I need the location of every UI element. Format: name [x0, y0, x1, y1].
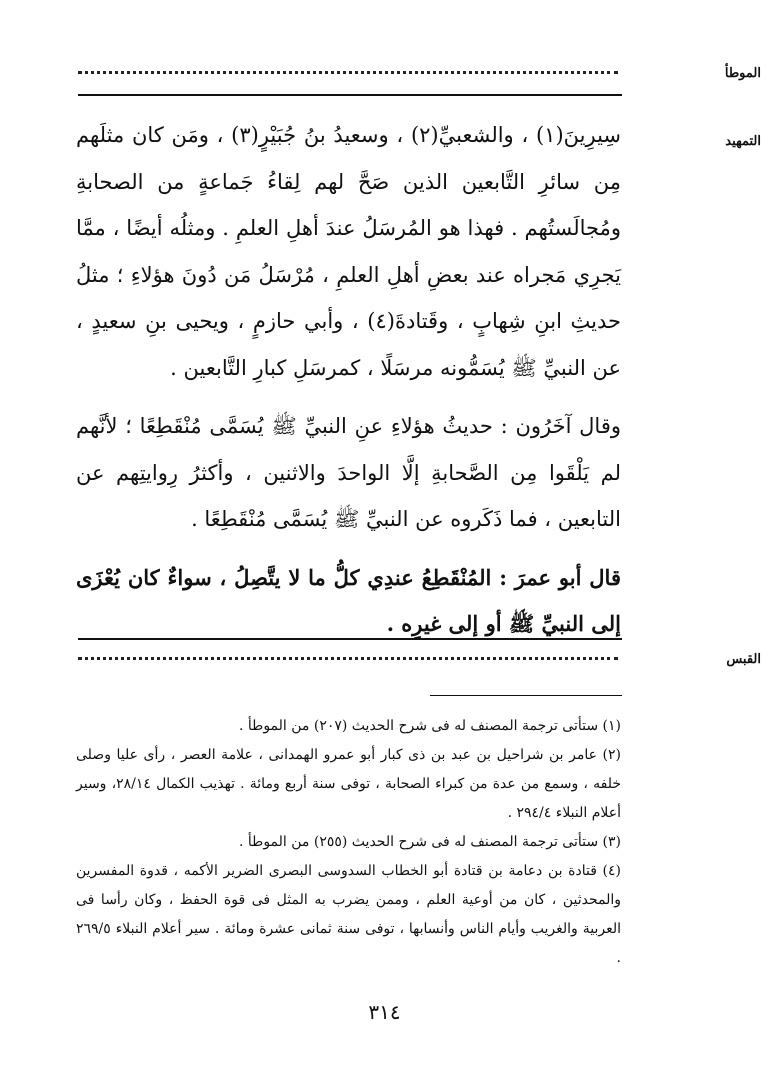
page-number: ٣١٤ [368, 1000, 401, 1024]
footnote-4: (٤) قتادة بن دعامة بن قتادة أبو الخطاب السدوسى البصرى الضرير الأكمه ، قدوة المفسرين والمحدثين ، كان من أوعية العلم ، وممن يضرب به المثل فى قوة الحفظ ، وكان رأسا فى العربية والغريب وأيام الناس وأنسابها ، توفى سنة ثمانى عشرة ومائة . سير أعلام النبلاء ٢٦٩/٥ . [76, 863, 621, 966]
footnotes [76, 712, 621, 973]
footnote-2: (٢) عامر بن شراحيل بن عبد بن ذى كبار أبو عمرو الهمدانى ، علامة العصر ، رأى عليا وصلى خلفه ، وسمع من عدة من كبراء الصحابة ، توفى سنة أربع ومائة . تهذيب الكمال ٢٨/١٤، وسير أعلام النبلاء ٢٩٤/٤ . [76, 747, 621, 821]
running-title: الموطأ [724, 66, 761, 81]
header-dotted-line [78, 68, 618, 74]
paragraph-1: سِيرِينَ(١) ، والشعبيِّ(٢) ، وسعيدُ بنُ جُبَيْرٍ(٣) ، ومَن كان مثلَهم مِن سائرِ التَّابعين الذين صَحَّ لهم لِقاءُ جَماعةٍ من الصحابةِ ومُجالَستُهم . فهذا هو المُرسَلُ عندَ أهلِ العلمِ . ومثلُه أيضًا ، ممَّا يَجرِي مَجراه عند بعضِ أهلِ العلمِ ، مُرْسَلُ مَن دُونَ هؤلاءِ ؛ مثلُ حديثِ ابنِ شِهابٍ ، وقَتادةَ(٤) ، وأبي حازمٍ ، ويحيى بنِ سعيدٍ ، عن النبيِّ ﷺ يُسَمُّونه مرسَلًا ، كمرسَلِ كبارِ التَّابعين . [76, 123, 621, 380]
section-label-qabas: القبس [726, 652, 761, 667]
qabas-dotted-line [78, 654, 618, 660]
footnote-3: (٣) ستأتى ترجمة المصنف له فى شرح الحديث (٢٥٥) من الموطأ . [239, 834, 621, 850]
paragraph-2: وقال آخَرُون : حديثُ هؤلاءِ عنِ النبيِّ ﷺ يُسَمَّى مُنْقَطِعًا ؛ لأنَّهم لم يَلْقَوا مِن الصَّحابةِ إلَّا الواحدَ والاثنين ، وأكثرُ رِوايتِهم عن التابعين ، فما ذَكَروه عن النبيِّ ﷺ يُسَمَّى مُنْقَطِعًا . [76, 414, 621, 531]
footnote-rule [430, 695, 622, 696]
main-text [76, 112, 621, 648]
header-rule [78, 94, 622, 96]
footnote-1: (١) ستأتى ترجمة المصنف له فى شرح الحديث (٢٠٧) من الموطأ . [239, 718, 621, 734]
paragraph-3: قال أبو عمرَ : المُنْقَطِعُ عندِي كلُّ ما لا يتَّصِلُ ، سواءٌ كان يُعْزَى إلى النبيِّ ﷺ أو إلى غيرِه . [76, 564, 621, 636]
section-label-tamhid: التمهيد [725, 134, 761, 149]
section-rule [78, 638, 622, 640]
